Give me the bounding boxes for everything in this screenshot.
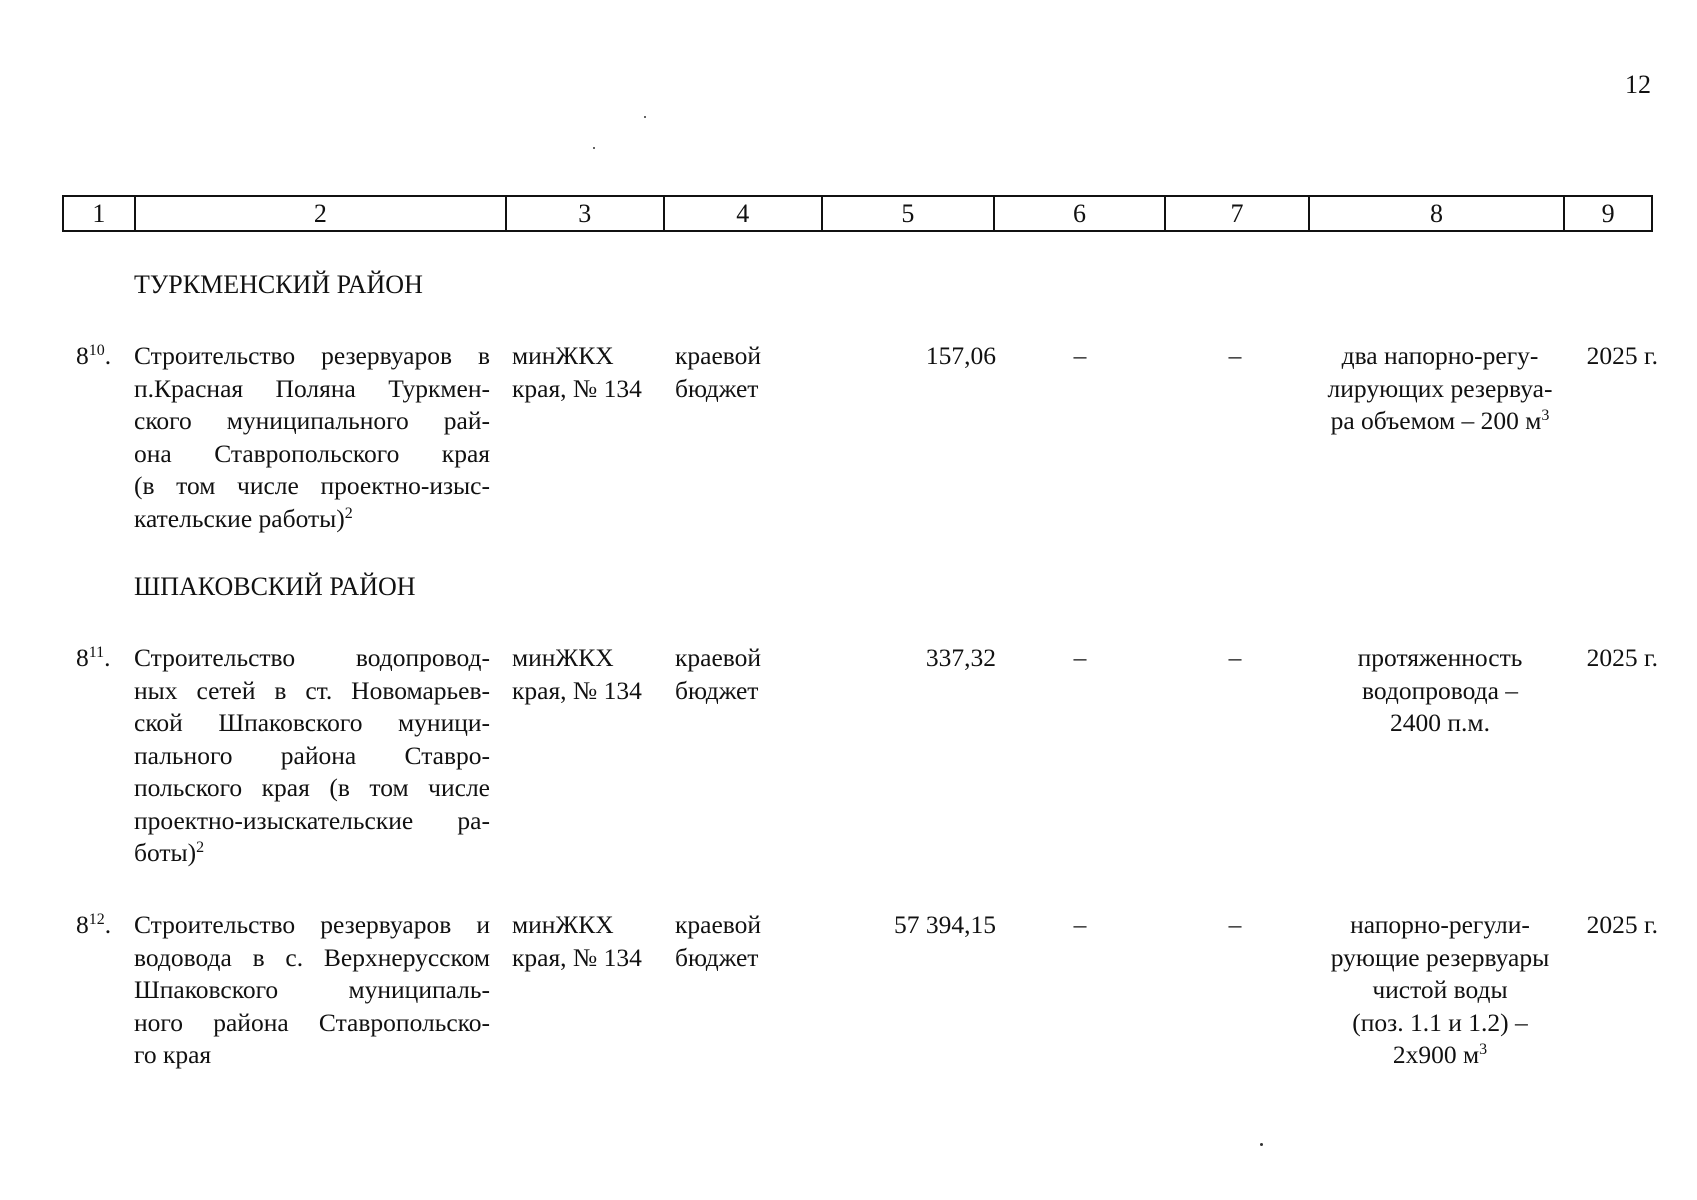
executor: минЖКХ края, № 134 <box>512 643 642 705</box>
capacity-result: два напорно-регу- лирующих резервуа- ра объемом – 200 $м^3$ <box>1327 341 1553 435</box>
scan-speck <box>1260 1143 1263 1146</box>
column-6-value: – <box>1073 643 1087 672</box>
funding-amount: 57 394,15 <box>894 910 996 939</box>
column-6-value: – <box>1073 910 1087 939</box>
funding-source: краевой бюджет <box>675 643 762 705</box>
column-7-value: – <box>1228 643 1242 672</box>
section-title-turkmen: ТУРКМЕНСКИЙ РАЙОН <box>134 270 423 299</box>
object-description: Строительство водопровод- ных сетей в ст. Новомарьев- ской Шпаковского муници- пального района Ставро- польского края (в том числе проектно-изыскательские ра- боты)$^2$ <box>134 643 490 867</box>
completion-year: 2025 г. <box>1586 643 1658 672</box>
capacity-result: напорно-регули- рующие резервуары чистой воды (поз. 1.1 и 1.2) – 2х900 $м^3$ <box>1330 910 1550 1069</box>
executor: минЖКХ края, № 134 <box>512 341 642 403</box>
footnote-mark: 2 <box>196 839 205 856</box>
column-header-1: 1 <box>64 197 136 230</box>
row-number: $8^{10}$. <box>76 341 112 370</box>
row-number: $8^{11}$. <box>76 643 111 672</box>
funding-source: краевой бюджет <box>675 910 762 972</box>
completion-year: 2025 г. <box>1586 910 1658 939</box>
column-7-value: – <box>1228 341 1242 370</box>
capacity-result: протяженность водопровода – 2400 п.м. <box>1357 643 1523 737</box>
column-header-7: 7 <box>1166 197 1310 230</box>
column-header-9: 9 <box>1601 199 1615 228</box>
column-header-2: 2 <box>136 197 507 230</box>
executor: минЖКХ края, № 134 <box>512 910 642 972</box>
row-number: $8^{12}$. <box>76 910 112 939</box>
completion-year: 2025 г. <box>1586 341 1658 370</box>
column-6-value: – <box>1073 341 1087 370</box>
funding-source: краевой бюджет <box>675 341 762 403</box>
object-description: Строительство резервуаров и водовода в с. Верхнерусском Шпаковского муниципаль- ного района Ставропольско- го края <box>134 910 490 1069</box>
object-description: Строительство резервуаров в п.Красная Поляна Туркмен- ского муниципального рай- она Ставропольского края (в том числе проектно-изыс- кательские работы)$^2$ <box>134 341 490 533</box>
column-header-6: 6 <box>995 197 1167 230</box>
footnote-mark: 2 <box>344 504 353 522</box>
funding-amount: 337,32 <box>925 643 996 672</box>
column-header-8: 8 <box>1310 197 1565 230</box>
funding-amount: 157,06 <box>925 341 996 370</box>
scan-speck <box>593 147 595 149</box>
section-title-shpakovsky: ШПАКОВСКИЙ РАЙОН <box>134 572 416 601</box>
scan-speck <box>644 116 646 118</box>
column-header-3: 3 <box>507 197 665 230</box>
column-header-4: 4 <box>665 197 824 230</box>
page-number: 12 <box>1625 70 1651 99</box>
table-column-header-row <box>62 195 1653 232</box>
column-header-5: 5 <box>823 197 995 230</box>
column-7-value: – <box>1228 910 1242 939</box>
